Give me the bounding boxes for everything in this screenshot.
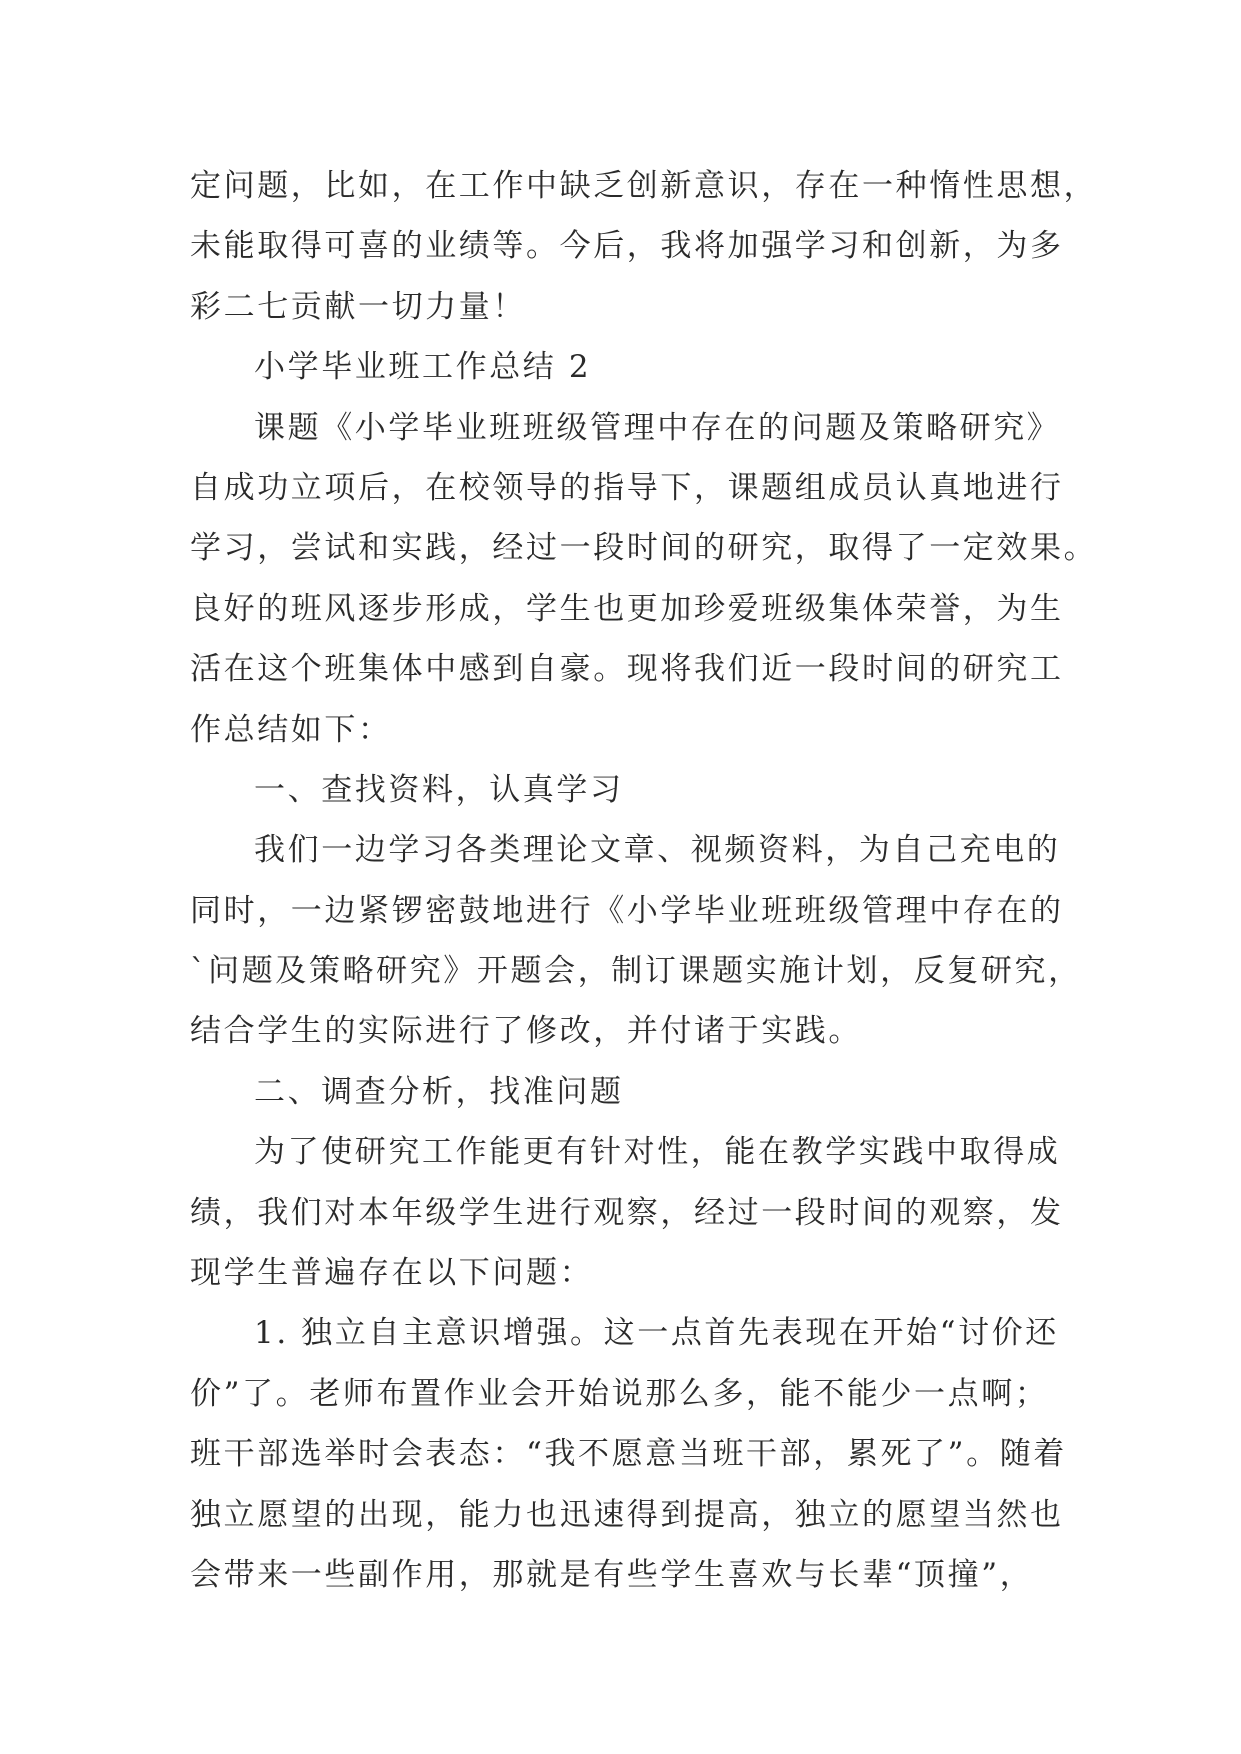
text-line: 良好的班风逐步形成，学生也更加珍爱班级集体荣誉，为生	[190, 590, 1064, 627]
text-line: 活在这个班集体中感到自豪。现将我们近一段时间的研究工	[190, 651, 1064, 688]
text-line: 定问题，比如，在工作中缺乏创新意识，存在一种惰性思想，	[190, 168, 1098, 204]
section-heading: 一、查找资料，认真学习	[254, 771, 624, 808]
text-line: 自成功立项后，在校领导的指导下，课题组成员认真地进行	[190, 469, 1064, 506]
list-item: 1. 独立自主意识增强。这一点首先表现在开始“讨价还	[254, 1315, 1059, 1352]
text-line: 我们一边学习各类理论文章、视频资料，为自己充电的	[254, 832, 1061, 869]
text-line: 作总结如下：	[190, 711, 392, 748]
text-line: 结合学生的实际进行了修改，并付诸于实践。	[190, 1013, 862, 1050]
text-line: 班干部选举时会表态：“我不愿意当班干部，累死了”。随着	[190, 1436, 1067, 1473]
text-line: 课题《小学毕业班班级管理中存在的问题及策略研究》	[254, 409, 1061, 446]
text-line: 现学生普遍存在以下问题：	[190, 1255, 594, 1292]
text-line: 绩，我们对本年级学生进行观察，经过一段时间的观察，发	[190, 1194, 1064, 1231]
text-line: 未能取得可喜的业绩等。今后，我将加强学习和创新，为多	[190, 228, 1064, 265]
document-body	[190, 156, 1098, 1605]
text-line: 为了使研究工作能更有针对性，能在教学实践中取得成	[254, 1134, 1061, 1171]
text-line: `问题及策略研究》开题会，制订课题实施计划，反复研究，	[190, 953, 1082, 990]
text-line: 学习，尝试和实践，经过一段时间的研究，取得了一定效果。	[190, 530, 1098, 567]
text-line: 彩二七贡献一切力量！	[190, 288, 526, 325]
text-line: 会带来一些副作用，那就是有些学生喜欢与长辈“顶撞”，	[190, 1556, 1034, 1593]
text-line: 价”了。老师布置作业会开始说那么多，能不能少一点啊；	[190, 1375, 1049, 1412]
text-line: 同时，一边紧锣密鼓地进行《小学毕业班班级管理中存在的	[190, 892, 1064, 929]
text-line: 独立愿望的出现，能力也迅速得到提高，独立的愿望当然也	[190, 1496, 1064, 1533]
section-title: 小学毕业班工作总结 2	[254, 349, 592, 386]
section-heading: 二、调查分析，找准问题	[254, 1073, 624, 1110]
